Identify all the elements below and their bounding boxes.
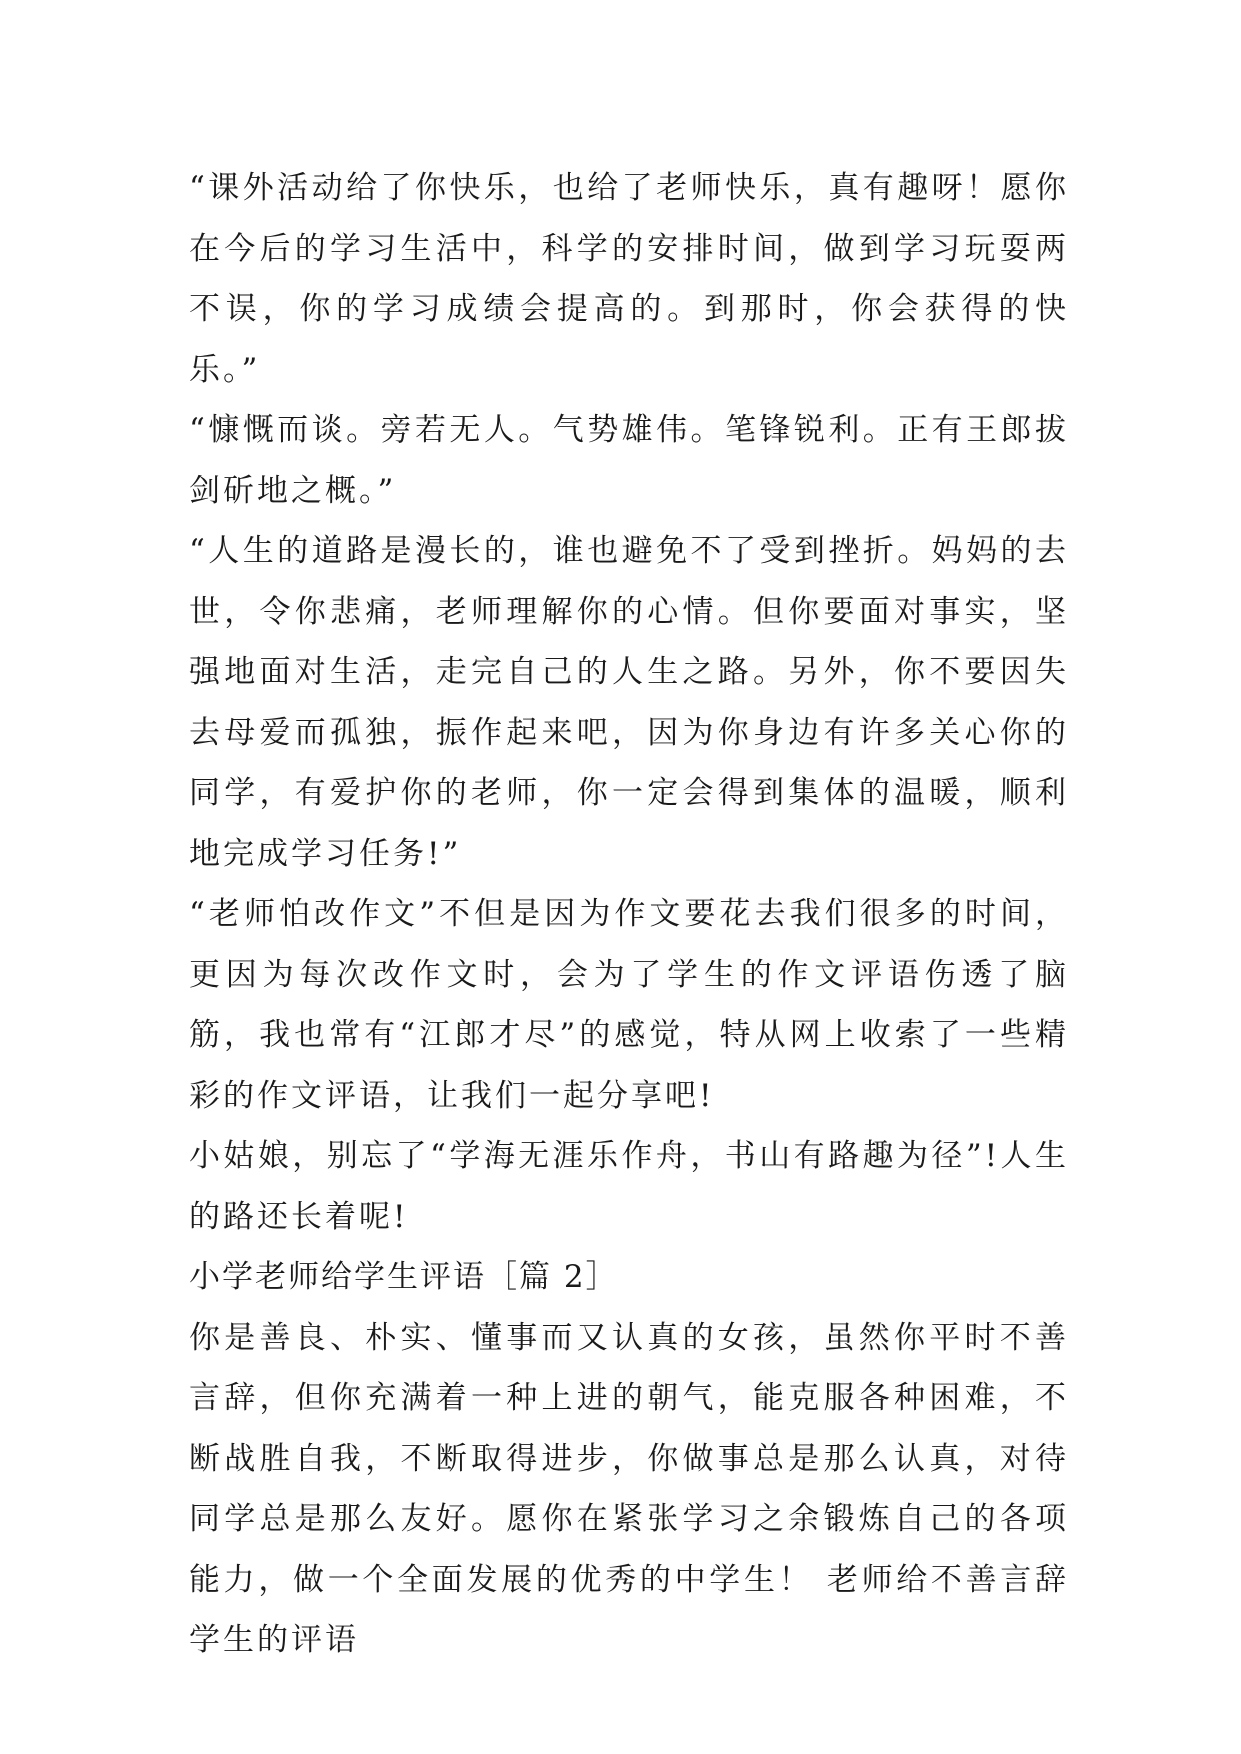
paragraph-kind-girl-comment: 你是善良、朴实、懂事而又认真的女孩，虽然你平时不善言辞，但你充满着一种上进的朝气，能克服各种困难，不断战胜自我，不断取得进步，你做事总是那么认真，对待同学总是那么友好。愿你在紧张学习之余锻炼自己的各项能力，做一个全面发展的优秀的中学生！ 老师给不善言辞学生的评语	[189, 1319, 1069, 1658]
paragraph-activity-comment: “课外活动给了你快乐，也给了老师快乐，真有趣呀！愿你在今后的学习生活中，科学的安排时间，做到学习玩耍两不误，你的学习成绩会提高的。到那时，你会获得的快乐。”	[189, 170, 1069, 388]
section-heading: 小学老师给学生评语［篇 2］	[189, 1259, 619, 1295]
paragraph-eloquence-comment: “慷慨而谈。旁若无人。气势雄伟。笔锋锐利。正有王郎拔剑斫地之概。”	[189, 412, 1069, 509]
paragraph-life-road-comment: “人生的道路是漫长的，谁也避免不了受到挫折。妈妈的去世，令你悲痛，老师理解你的心情。但你要面对事实，坚强地面对生活，走完自己的人生之路。另外，你不要因失去母爱而孤独，振作起来吧，因为你身边有许多关心你的同学，有爱护你的老师，你一定会得到集体的温暖，顺利地完成学习任务!”	[189, 533, 1069, 872]
document-body	[189, 158, 1069, 1671]
paragraph-teacher-essay-note: “老师怕改作文”不但是因为作文要花去我们很多的时间，更因为每次改作文时，会为了学生的作文评语伤透了脑筋，我也常有“江郎才尽”的感觉，特从网上收索了一些精彩的作文评语，让我们一起分享吧!	[189, 896, 1069, 1114]
paragraph-little-girl-comment: 小姑娘，别忘了“学海无涯乐作舟，书山有路趣为径”!人生的路还长着呢!	[189, 1138, 1069, 1235]
